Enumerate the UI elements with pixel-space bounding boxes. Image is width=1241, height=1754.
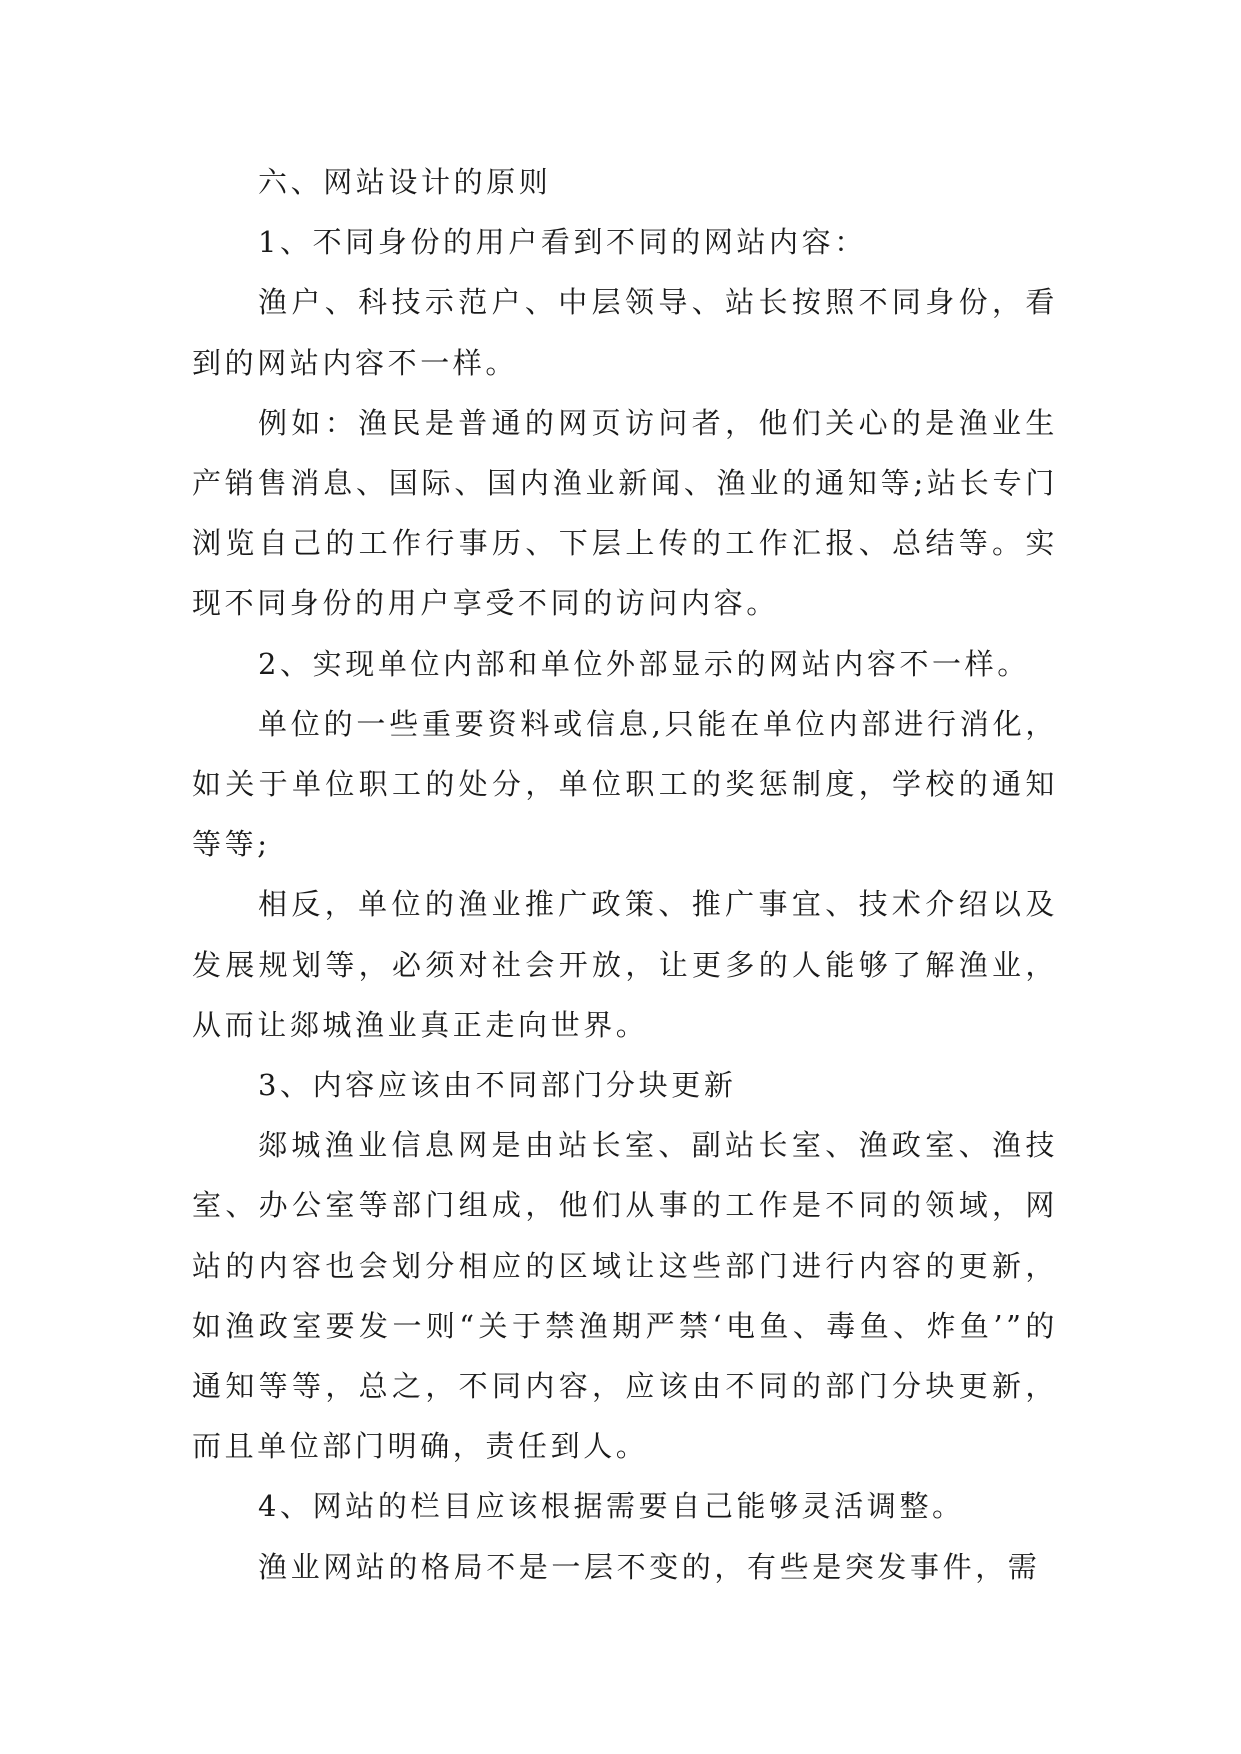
paragraph: 渔业网站的格局不是一层不变的，有些是突发事件，需 [258,1549,1041,1584]
principle-2-title: 2、实现单位内部和单位外部显示的网站内容不一样。 [258,646,1030,681]
paragraph: 例如：渔民是普通的网页访问者，他们关心的是渔业生产销售消息、国际、国内渔业新闻、渔业的通知等;站长专门浏览自己的工作行事历、下层上传的工作汇报、总结等。实现不同身份的用户享受不同的访问内容。 [192,405,1058,621]
principle-3-title: 3、内容应该由不同部门分块更新 [258,1068,737,1103]
principle-4-title: 4、网站的栏目应该根据需要自己能够灵活调整。 [258,1489,965,1524]
paragraph: 郯城渔业信息网是由站长室、副站长室、渔政室、渔技室、办公室等部门组成，他们从事的工作是不同的领域，网站的内容也会划分相应的区域让这些部门进行内容的更新，如渔政室要发一则“关于禁渔期严禁‘电鱼、毒鱼、炸鱼’”的通知等等，总之，不同内容，应该由不同的部门分块更新，而且单位部门明确，责任到人。 [192,1128,1058,1464]
principle-1-title: 1、不同身份的用户看到不同的网站内容： [258,225,867,260]
paragraph: 相反，单位的渔业推广政策、推广事宜、技术介绍以及发展规划等，必须对社会开放，让更多的人能够了解渔业，从而让郯城渔业真正走向世界。 [192,887,1058,1042]
paragraph: 单位的一些重要资料或信息,只能在单位内部进行消化，如关于单位职工的处分，单位职工的奖惩制度，学校的通知等等; [192,706,1058,862]
document-body [192,152,1058,1597]
paragraph: 渔户、科技示范户、中层领导、站长按照不同身份，看到的网站内容不一样。 [192,285,1058,380]
section-heading: 六、网站设计的原则 [258,165,552,199]
